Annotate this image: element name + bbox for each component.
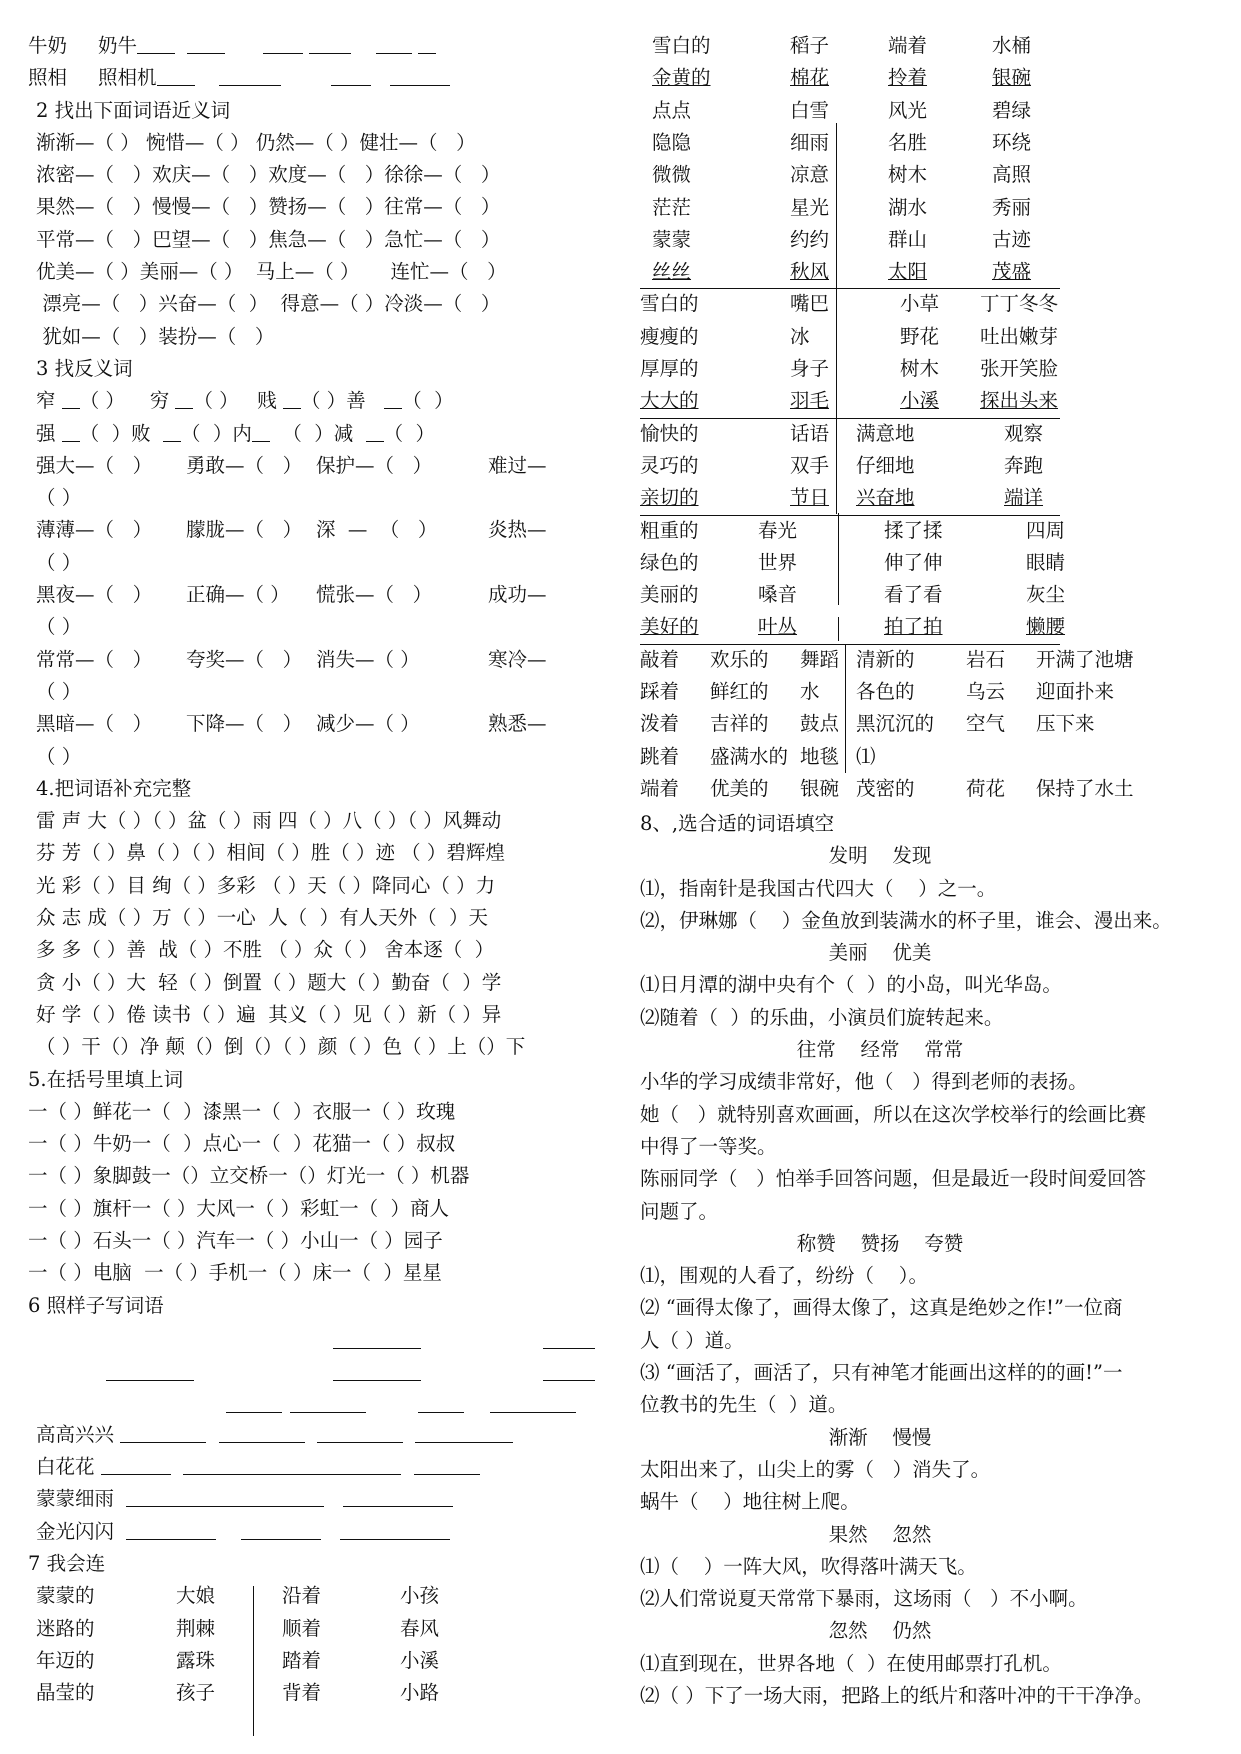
connect-row [640, 62, 1230, 94]
question-line: ⑴，围观的人看了，纷纷（ ）。 [640, 1264, 929, 1288]
connect-word[interactable]: 鲜红的 [710, 680, 769, 703]
blank[interactable] [418, 33, 436, 54]
connect-row [28, 1645, 608, 1677]
connect-word[interactable]: 小孩 [400, 1584, 440, 1608]
section-title: 4.把词语补充完整 [36, 776, 192, 800]
connect-word[interactable]: 小路 [400, 1681, 440, 1705]
connect-word[interactable]: 冰 [790, 324, 810, 348]
connect-word[interactable]: 兴奋地 [856, 486, 915, 510]
connect-word[interactable]: 群山 [888, 227, 928, 251]
connect-row [640, 127, 1230, 159]
connect-word[interactable]: 叶丛 [758, 615, 798, 639]
connect-word[interactable]: 丝丝 [652, 260, 692, 284]
measure-row: 一（ ）电脑 一（ ）手机一（ ）床一（ ）星星 [28, 1261, 442, 1285]
measure-row: 一（ ）牛奶一（ ）点心一（ ）花猫一（ ）叔叔 [28, 1132, 456, 1156]
connect-word[interactable]: 约约 [790, 227, 830, 251]
word: 奶牛 [98, 34, 138, 57]
idiom-row: 芬 芳（ ）鼻（ ）（ ）相间（ ）胜（ ）迹 （ ）碧辉煌 [36, 841, 505, 865]
word: 牛奶 [28, 34, 68, 57]
connect-word[interactable]: 愉快的 [640, 421, 699, 445]
connect-word[interactable]: 树木 [900, 357, 940, 380]
question-line: ⑵人们常说夏天常常下暴雨，这场雨（ ）不小啊。 [640, 1587, 1088, 1611]
connect-word[interactable]: 灰尘 [1026, 583, 1066, 607]
connect-word[interactable]: 各色的 [856, 680, 915, 703]
connect-word[interactable]: 小草 [900, 292, 940, 316]
connect-word[interactable]: 看了看 [884, 583, 943, 607]
right-column [640, 30, 1230, 1712]
connect-word[interactable]: 碧绿 [992, 98, 1032, 122]
synonym-list [28, 127, 608, 353]
antonym-item: 夸奖—（ ） [186, 647, 303, 671]
connect-word[interactable]: 灵巧的 [640, 453, 699, 477]
antonym-row: 强 （ ）败 （ ）内 （ ）减 （ ） [36, 421, 436, 445]
connect-row [640, 676, 1230, 708]
question-line: 她（ ）就特别喜欢画画，所以在这次学校举行的绘画比赛 [640, 1102, 1147, 1126]
blank[interactable] [309, 33, 351, 54]
antonym-item: 黑夜—（ ） [36, 583, 153, 607]
antonym-row [36, 514, 608, 546]
connect-word[interactable]: 野花 [900, 324, 940, 348]
connect-word[interactable]: 环绕 [992, 130, 1032, 154]
measure-row: 一（ ）象脚鼓一（）立交桥一（）灯光一（ ）机器 [28, 1164, 470, 1188]
question-line: 位教书的先生（ ）道。 [640, 1393, 848, 1417]
antonym-row [36, 708, 608, 740]
section-title: 3 找反义词 [36, 356, 133, 380]
connect-word[interactable]: 大娘 [176, 1584, 216, 1608]
answer-paren: （ ） [36, 679, 82, 703]
connect-word[interactable]: 荆棘 [176, 1616, 216, 1640]
connect-word[interactable]: 亲切的 [640, 486, 699, 510]
answer-paren: （ ） [36, 615, 82, 639]
connect-row [640, 773, 1230, 805]
connect-row [640, 321, 1230, 353]
connect-row [28, 1613, 608, 1645]
question-line: 蜗牛（ ）地往树上爬。 [640, 1490, 860, 1514]
pattern-row: 金光闪闪 [28, 1516, 608, 1548]
connect-word[interactable]: 水桶 [992, 34, 1032, 57]
question-line: 陈丽同学（ ）怕举手回答问题，但是最近一段时间爱回答 [640, 1167, 1147, 1191]
question-line: ⑴日月潭的湖中央有个（ ）的小岛，叫光华岛。 [640, 973, 1062, 997]
divider-line [836, 123, 837, 293]
blank[interactable] [263, 33, 303, 54]
section-title: 8、,选合适的词语填空 [640, 812, 835, 835]
section-title: 5.在括号里填上词 [28, 1067, 184, 1091]
connect-word[interactable]: 美丽的 [640, 583, 699, 607]
divider-line [640, 644, 1060, 645]
connect-word[interactable]: 保持了水土 [1036, 776, 1134, 800]
antonym-row: 窄 （ ） 穷 （ ） 贱 （ ）善 （ ） [36, 389, 454, 413]
word-choice-header: 称赞 赞扬 夸赞 [796, 1231, 964, 1255]
connect-row [28, 1677, 608, 1709]
connect-word[interactable]: 古迹 [992, 227, 1032, 251]
measure-row: 一（ ）鲜花一（ ）漆黑一（ ）衣服一（ ）玫瑰 [28, 1099, 456, 1123]
connect-word[interactable]: 年迈的 [36, 1648, 95, 1672]
antonym-item: 成功— [488, 583, 547, 607]
connect-word[interactable]: 太阳 [888, 260, 928, 284]
connect-word[interactable]: 节日 [790, 486, 830, 510]
connect-word[interactable]: 瘦瘦的 [640, 324, 699, 348]
idiom-row: 众 志 成（ ）万（ ）一心 人（ ）有人天外（ ）天 [36, 906, 488, 930]
connect-word[interactable]: 秀丽 [992, 195, 1032, 219]
question-line: 小华的学习成绩非常好，他（ ）得到老师的表扬。 [640, 1070, 1088, 1094]
connect-word[interactable]: 地毯 [800, 744, 840, 768]
antonym-item: 朦胧—（ ） [186, 518, 303, 542]
connect-row [640, 288, 1230, 320]
idiom-row: 多 多（ ）善 战（ ）不胜 （ ）众（ ） 舍本逐（ ） [36, 938, 495, 962]
pattern-row [28, 1322, 608, 1354]
connect-word[interactable]: 开满了池塘 [1036, 647, 1134, 671]
connect-word[interactable]: 星光 [790, 195, 830, 219]
question-line: ⑴，指南针是我国古代四大（ ）之一。 [640, 876, 997, 900]
synonym-row: 果然—（ ）慢慢—（ ）赞扬—（ ）往常—（ ） [36, 195, 501, 219]
divider-line [838, 617, 839, 641]
measure-word-list [28, 1096, 608, 1290]
antonym-item: 熟悉— [488, 712, 547, 736]
connect-word[interactable]: 压下来 [1036, 712, 1095, 736]
connect-word[interactable]: 沿着 [282, 1584, 322, 1608]
connect-row [640, 708, 1230, 740]
section-title: 7 我会连 [28, 1551, 106, 1575]
antonym-item: 减少—（ ） [316, 712, 420, 736]
word-choice-header: 果然 忽然 [828, 1522, 932, 1546]
question-line: 人（ ）道。 [640, 1328, 744, 1352]
idiom-row: 贪 小（ ）大 轻（ ）倒置（ ）题大（ ）勤奋（ ）学 [36, 970, 502, 994]
connect-word[interactable]: 嗓音 [758, 583, 798, 607]
connect-word[interactable]: 点点 [652, 98, 692, 122]
synonym-row: 优美—（ ）美丽—（ ） 马上—（ ） 连忙—（ ） [36, 260, 507, 284]
pattern-row [28, 1386, 608, 1418]
connect-word[interactable]: 吉祥的 [710, 712, 769, 736]
connect-row [640, 353, 1230, 385]
connect-word[interactable]: 眼睛 [1026, 550, 1066, 574]
connect-word[interactable]: 背着 [282, 1681, 322, 1705]
connect-word[interactable]: 满意地 [856, 421, 915, 445]
divider-line [836, 288, 837, 417]
answer-paren: （ ） [36, 486, 82, 510]
answer-paren: （ ） [36, 550, 82, 574]
connect-row [640, 579, 1230, 611]
connect-word[interactable]: 鼓点 [800, 712, 840, 736]
connect-word[interactable]: 丁丁冬冬 [980, 292, 1059, 316]
connect-word[interactable]: 名胜 [888, 130, 928, 154]
connect-row [640, 30, 1230, 62]
connect-word[interactable]: 美好的 [640, 615, 699, 639]
connect-word[interactable]: 顺着 [282, 1616, 322, 1640]
connect-word[interactable]: 观察 [1004, 421, 1044, 445]
connect-row [640, 450, 1230, 482]
connect-word[interactable]: 跳着 [640, 744, 680, 768]
connect-row [640, 192, 1230, 224]
pattern-row: 高高兴兴 [28, 1419, 608, 1451]
idiom-row: （ ）干（）净 颠（）倒（）（ ）颜（ ）色（ ）上（）下 [36, 1035, 526, 1059]
connect-word[interactable]: 迎面扑来 [1036, 680, 1115, 703]
connect-row [640, 515, 1230, 547]
connect-word[interactable]: 晶莹的 [36, 1681, 95, 1705]
connect-word[interactable]: 白雪 [790, 98, 830, 122]
connect-word[interactable]: 端着 [640, 776, 680, 800]
antonym-item: 炎热— [488, 518, 547, 542]
question-line: ⑴直到现在，世界各地（ ）在使用邮票打孔机。 [640, 1651, 1062, 1675]
connect-row [640, 644, 1230, 676]
antonym-item: 下降—（ ） [186, 712, 303, 736]
connect-word[interactable]: 嘴巴 [790, 292, 830, 316]
divider-line [836, 418, 837, 515]
antonym-item: 深 — （ ） [316, 518, 438, 542]
divider-line [640, 288, 1060, 289]
question-line: 太阳出来了，山尖上的雾（ ）消失了。 [640, 1457, 991, 1481]
antonym-item: 正确—（ ） [186, 583, 290, 607]
connect-word[interactable]: 清新的 [856, 647, 915, 671]
idiom-row: 好 学（ ）倦 读书（ ）遍 其义（ ）见（ ）新（ ）异 [36, 1002, 502, 1026]
connect-word[interactable]: 细雨 [790, 130, 830, 154]
connect-word[interactable]: 懒腰 [1026, 615, 1066, 639]
connect-row [640, 385, 1230, 417]
blank[interactable] [390, 65, 450, 86]
connect-word[interactable]: 揉了揉 [884, 518, 943, 542]
connect-word[interactable]: 银碗 [800, 776, 840, 800]
divider-line [640, 515, 1060, 516]
connect-word[interactable]: 空气 [966, 712, 1006, 736]
antonym-item: 勇敢—（ ） [186, 453, 303, 477]
pattern-row: 蒙蒙细雨 [28, 1483, 608, 1515]
connect-word[interactable]: 奔跑 [1004, 453, 1044, 477]
connect-word[interactable]: 端着 [888, 34, 928, 57]
connect-word[interactable]: 黑沉沉的 [856, 712, 935, 736]
connect-word[interactable]: 敲着 [640, 647, 680, 671]
question-line: ⑵随着（ ）的乐曲，小演员们旋转起来。 [640, 1005, 1004, 1029]
connect-word[interactable]: 踩着 [640, 680, 680, 703]
antonym-item: 保护—（ ） [316, 453, 433, 477]
antonym-item: 薄薄—（ ） [36, 518, 153, 542]
pattern-row [28, 1354, 608, 1386]
connect-word[interactable]: 探出头来 [980, 389, 1059, 413]
word: 照相 [28, 66, 68, 90]
question-line: ⑵，伊琳娜（ ）金鱼放到装满水的杯子里，谁会、漫出来。 [640, 908, 1172, 932]
question-line: ⑵（ ）下了一场大雨，把路上的纸片和落叶冲的干干净净。 [640, 1684, 1154, 1708]
word-choice-header: 渐渐 慢慢 [828, 1425, 932, 1449]
intro-row [28, 30, 608, 62]
blank[interactable] [331, 65, 371, 86]
measure-row: 一（ ）石头一（ ）汽车一（ ）小山一（ ）园子 [28, 1228, 443, 1252]
connect-word[interactable]: 羽毛 [790, 389, 830, 413]
connect-word[interactable]: 蒙蒙的 [36, 1584, 95, 1608]
connect-word[interactable]: 舞蹈 [800, 647, 840, 671]
connect-word[interactable]: 隐隐 [652, 130, 692, 154]
connect-row [640, 611, 1230, 643]
connect-word[interactable]: 稻子 [790, 34, 830, 57]
blank[interactable] [219, 65, 281, 86]
connect-word[interactable]: 欢乐的 [710, 647, 769, 671]
connect-word[interactable]: 小溪 [900, 389, 940, 413]
connect-word[interactable]: 身子 [790, 357, 830, 380]
connect-word[interactable]: 话语 [790, 421, 830, 445]
connect-word[interactable]: 蒙蒙 [652, 227, 692, 251]
connect-row [640, 741, 1230, 773]
connect-word[interactable]: 拍了拍 [884, 615, 943, 639]
connect-word[interactable]: 张开笑脸 [980, 357, 1059, 380]
synonym-row: 漂亮—（ ）兴奋—（ ） 得意—（ ）冷淡—（ ） [36, 292, 501, 316]
answer-paren: （ ） [36, 744, 82, 768]
connect-word[interactable]: 茂盛 [992, 260, 1032, 284]
question-line: ⑴（ ）一阵大风，吹得落叶满天飞。 [640, 1554, 977, 1578]
question-line: ⑶ “画活了，画活了，只有神笔才能画出这样的的画!”一 [640, 1361, 1123, 1385]
connect-word[interactable]: 微微 [652, 163, 692, 187]
connect-word[interactable]: 世界 [758, 550, 798, 574]
connect-row [640, 482, 1230, 514]
connect-row [640, 159, 1230, 191]
antonym-row [36, 450, 608, 482]
connect-word[interactable]: 孩子 [176, 1681, 216, 1705]
synonym-row: 平常—（ ）巴望—（ ）焦急—（ ）急忙—（ ） [36, 227, 501, 251]
pattern-row: 白花花 [28, 1451, 608, 1483]
connect-word[interactable]: 银碗 [992, 66, 1032, 90]
connect-word[interactable]: 大大的 [640, 389, 699, 413]
blank[interactable] [137, 33, 175, 54]
connect-word[interactable]: 雪白的 [640, 292, 699, 316]
connect-word[interactable]: 棉花 [790, 66, 830, 90]
connect-tables [640, 30, 1230, 808]
connect-word[interactable]: 金黄的 [652, 66, 711, 90]
idiom-row: 光 彩（ ）目 绚（ ）多彩 （ ）天（ ）降同心（ ）力 [36, 873, 496, 897]
section-title: 6 照样子写词语 [28, 1293, 164, 1317]
divider-line [640, 418, 1060, 419]
antonym-item: 强大—（ ） [36, 453, 153, 477]
connect-word[interactable]: 小溪 [400, 1648, 440, 1672]
connect-word[interactable]: 茂密的 [856, 776, 915, 800]
connect-word[interactable]: 乌云 [966, 680, 1006, 703]
connect-word[interactable]: 四周 [1026, 518, 1066, 542]
word-choice-header: 美丽 优美 [828, 941, 932, 965]
connect-word[interactable]: 绿色的 [640, 550, 699, 574]
connect-row [640, 256, 1230, 288]
antonym-item: 寒冷— [488, 647, 547, 671]
left-column [28, 30, 608, 1720]
antonym-item: 慌张—（ ） [316, 583, 433, 607]
antonym-row [36, 579, 608, 611]
connect-word[interactable]: 湖水 [888, 195, 928, 219]
word: 照相机 [98, 66, 157, 90]
connect-row [28, 1580, 608, 1612]
connect-word[interactable]: 露珠 [176, 1648, 216, 1672]
idiom-row: 雷 声 大（ ）（ ）盆（ ）雨 四（ ）八（ ）（ ）风舞动 [36, 809, 502, 833]
question-line: 中得了一等奖。 [640, 1134, 777, 1158]
divider-line [845, 644, 846, 773]
connect-row [640, 95, 1230, 127]
antonym-item: 黑暗—（ ） [36, 712, 153, 736]
question-line: ⑵ “画得太像了，画得太像了，这真是绝妙之作!”一位商 [640, 1296, 1123, 1320]
connect-word[interactable]: 泼着 [640, 712, 680, 736]
synonym-row: 浓密—（ ）欢庆—（ ）欢度—（ ）徐徐—（ ） [36, 163, 501, 187]
word-choice-header: 往常 经常 常常 [796, 1038, 964, 1062]
question-line: 问题了。 [640, 1199, 719, 1223]
divider-line [253, 1586, 254, 1736]
connect-word[interactable]: 优美的 [710, 776, 769, 800]
connect-word[interactable]: 双手 [790, 453, 830, 477]
connect-word[interactable]: 春光 [758, 518, 798, 542]
synonym-row: 犹如—（ ）装扮—（ ） [36, 324, 275, 348]
blank[interactable] [376, 33, 412, 54]
idiom-list [28, 805, 608, 1063]
antonym-item: 难过— [488, 453, 547, 477]
connect-row [640, 547, 1230, 579]
connect-word[interactable]: 仔细地 [856, 453, 915, 477]
connect-word[interactable]: 高照 [992, 163, 1032, 187]
connect-word[interactable]: 春风 [400, 1616, 440, 1640]
connect-word[interactable]: 迷路的 [36, 1616, 95, 1640]
connect-word[interactable]: 厚厚的 [640, 357, 699, 380]
connect-word[interactable]: 吐出嫩芽 [980, 324, 1059, 348]
connect-word[interactable]: 凉意 [790, 163, 830, 187]
connect-word[interactable]: 端详 [1004, 486, 1044, 510]
intro-row [28, 62, 608, 94]
connect-word[interactable]: 秋风 [790, 260, 830, 284]
connect-row [640, 224, 1230, 256]
connect-word[interactable]: ⑴ [856, 744, 876, 768]
connect-word[interactable]: 茫茫 [652, 195, 692, 219]
connect-word[interactable]: 踏着 [282, 1648, 322, 1672]
connect-word[interactable]: 树木 [888, 163, 928, 187]
connect-word[interactable]: 盛满水的 [710, 744, 789, 768]
measure-row: 一（ ）旗杆一（ ）大风一（ ）彩虹一（ ）商人 [28, 1196, 449, 1220]
connect-word[interactable]: 雪白的 [652, 34, 711, 57]
connect-row [640, 418, 1230, 450]
connect-word[interactable]: 岩石 [966, 647, 1006, 671]
blank[interactable] [157, 65, 195, 86]
connect-word[interactable]: 荷花 [966, 776, 1006, 800]
connect-word[interactable]: 水 [800, 680, 820, 703]
word-choice-header: 忽然 仍然 [828, 1619, 932, 1643]
antonym-list [28, 450, 608, 773]
blank[interactable] [187, 33, 225, 54]
connect-word[interactable]: 粗重的 [640, 518, 699, 542]
synonym-row: 渐渐—（ ） 惋惜—（ ） 仍然—（ ）健壮—（ ） [36, 130, 476, 154]
divider-line [838, 513, 839, 606]
word-choice-header: 发明 发现 [828, 844, 932, 868]
connect-word[interactable]: 风光 [888, 98, 928, 122]
connect-word[interactable]: 拎着 [888, 66, 928, 90]
antonym-item: 消失—（ ） [316, 647, 420, 671]
connect-word[interactable]: 伸了伸 [884, 550, 943, 574]
fill-blank-section [640, 840, 1230, 1712]
section-title: 2 找出下面词语近义词 [36, 98, 231, 122]
antonym-item: 常常—（ ） [36, 647, 153, 671]
connect-table [28, 1580, 608, 1720]
antonym-row [36, 644, 608, 676]
